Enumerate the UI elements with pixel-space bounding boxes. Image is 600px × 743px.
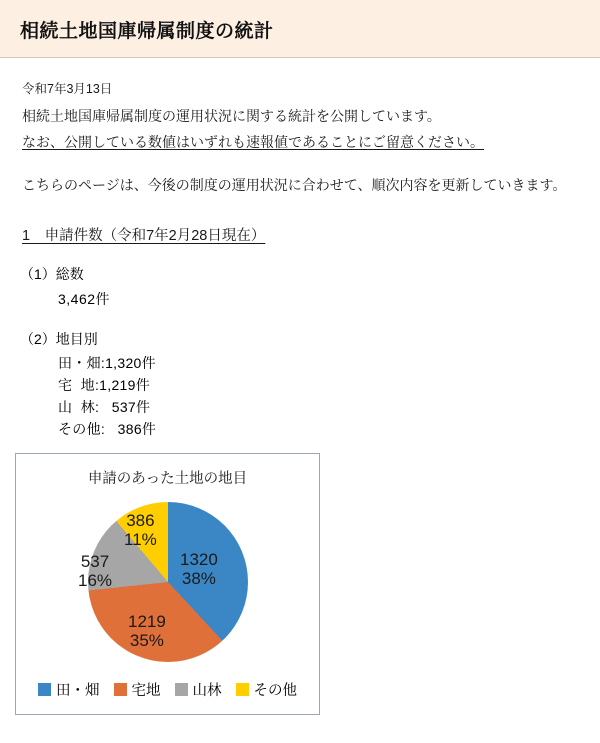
legend-label: その他 [253, 683, 297, 699]
legend-label: 山林 [192, 683, 222, 699]
legend-label: 宅地 [131, 683, 161, 699]
pie-label-percent: 16% [78, 571, 113, 590]
pie-label-value: 537 [80, 552, 110, 571]
legend-label: 田・畑 [56, 683, 100, 699]
page-header [0, 0, 600, 58]
pie-label-percent: 11% [124, 530, 157, 549]
list-item: 田・畑:1,320件 [58, 355, 156, 371]
list-item: 宅 地:1,219件 [58, 377, 151, 393]
legend-item [114, 679, 161, 700]
legend-item [38, 679, 100, 700]
chart-legend [16, 679, 319, 700]
intro-paragraph-2: なお、公開している数値はいずれも速報値であることにご留意ください。 [22, 134, 484, 150]
legend-swatch-icon [114, 683, 127, 696]
chart-title: 申請のあった土地の地目 [87, 471, 248, 487]
intro-paragraph-1: 相続土地国庫帰属制度の運用状況に関する統計を公開しています。 [22, 108, 441, 124]
pie-label-sanrin [78, 552, 112, 590]
pie-label-percent: 35% [129, 631, 164, 650]
legend-item [236, 679, 298, 700]
legend-item [175, 679, 222, 700]
subsection-total-label: （1）総数 [20, 266, 84, 282]
list-item: その他: 386件 [58, 421, 157, 437]
pie-label-value: 1219 [128, 612, 166, 631]
legend-swatch-icon [175, 683, 188, 696]
page-title: 相続土地国庫帰属制度の統計 [20, 21, 274, 42]
pie-chart [15, 453, 320, 715]
pie-chart-plot [72, 502, 264, 662]
intro-paragraph-3: こちらのページは、今後の制度の運用状況に合わせて、順次内容を更新していきます。 [22, 177, 567, 193]
pie-label-takuchi [128, 612, 166, 650]
section-heading-applications: 1 申請件数（令和7年2月28日現在） [22, 228, 266, 244]
subsection-by-category-label: （2）地目別 [20, 331, 98, 347]
pie-label-value: 1320 [180, 550, 218, 569]
subsection-total-value: 3,462件 [58, 291, 111, 307]
list-item: 山 林: 537件 [58, 399, 151, 415]
pie-label-value: 386 [126, 511, 155, 530]
pie-label-percent: 38% [181, 569, 216, 588]
pie-label-denhata [180, 550, 218, 588]
legend-swatch-icon [38, 683, 51, 696]
publication-date: 令和7年3月13日 [22, 82, 113, 96]
pie-label-sonota [124, 511, 157, 549]
subsection-by-category-list [58, 352, 156, 440]
legend-swatch-icon [236, 683, 249, 696]
